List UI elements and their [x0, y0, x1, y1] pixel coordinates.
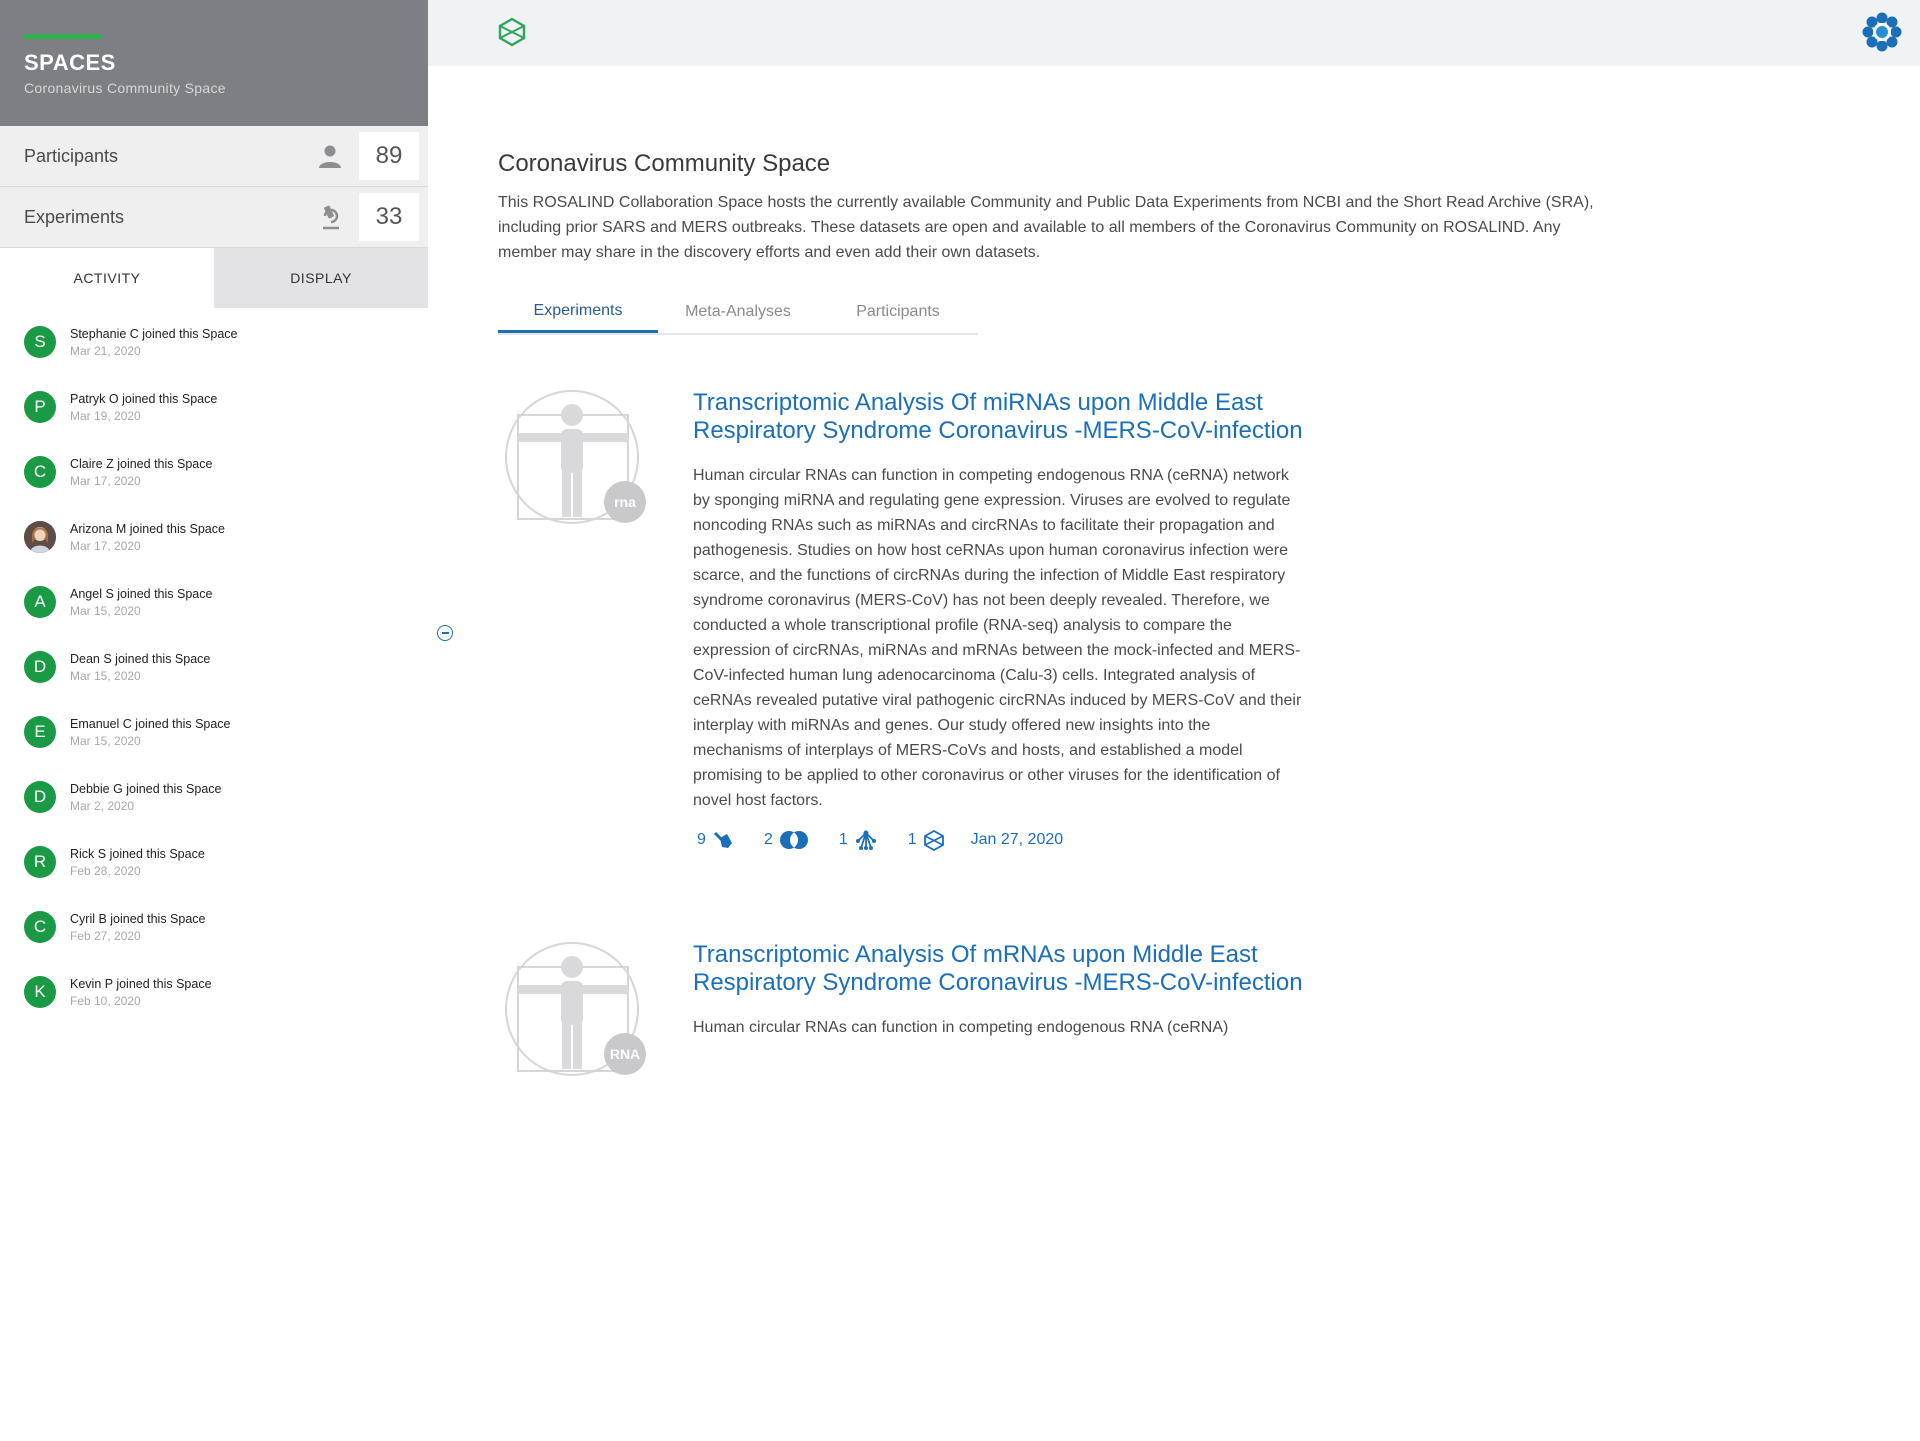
activity-message: Dean S joined this Space	[70, 652, 211, 666]
network-icon	[854, 829, 878, 851]
stat-label: Experiments	[24, 206, 125, 227]
activity-item[interactable]	[0, 903, 428, 968]
avatar[interactable]: A	[24, 586, 56, 618]
activity-item[interactable]	[0, 643, 428, 708]
main-content	[498, 66, 1898, 1441]
main-tabs	[498, 291, 978, 335]
activity-item[interactable]	[0, 383, 428, 448]
tab-experiments[interactable]: Experiments	[498, 291, 658, 333]
activity-text	[70, 846, 205, 879]
activity-message: Patryk O joined this Space	[70, 392, 218, 406]
activity-message: Claire Z joined this Space	[70, 457, 213, 471]
rosalind-logo-icon[interactable]	[496, 16, 528, 48]
experiment-type-badge: rna	[604, 481, 646, 523]
activity-date: Mar 15, 2020	[70, 669, 141, 683]
activity-item[interactable]	[0, 318, 428, 383]
activity-date: Mar 15, 2020	[70, 604, 141, 618]
activity-text	[70, 781, 221, 814]
activity-message: Angel S joined this Space	[70, 587, 213, 601]
pathways-count-value: 1	[838, 831, 848, 848]
activity-text	[70, 911, 205, 944]
activity-text	[70, 651, 210, 684]
activity-item[interactable]	[0, 513, 428, 578]
top-bar	[428, 0, 1920, 66]
activity-date: Mar 21, 2020	[70, 344, 141, 358]
person-icon	[315, 141, 345, 171]
header-accent-bar	[24, 34, 102, 39]
activity-item[interactable]	[0, 578, 428, 643]
experiment-body	[693, 941, 1303, 1040]
activity-list	[0, 308, 428, 1033]
experiment-description: Human circular RNAs can function in competing endogenous RNA (ceRNA)	[693, 1019, 1229, 1036]
datasets-count[interactable]	[904, 829, 945, 851]
avatar[interactable]: D	[24, 781, 56, 813]
dataset-cube-icon	[923, 829, 945, 851]
experiment-card	[498, 389, 1898, 889]
activity-message: Kevin P joined this Space	[70, 977, 212, 991]
activity-message: Debbie G joined this Space	[70, 782, 222, 796]
page-title: Coronavirus Community Space	[498, 150, 831, 177]
avatar[interactable]: R	[24, 846, 56, 878]
stat-value: 89	[359, 132, 419, 180]
stat-experiments[interactable]	[0, 187, 428, 248]
microscope-icon	[315, 202, 345, 232]
activity-item[interactable]	[0, 773, 428, 838]
activity-text	[70, 586, 212, 619]
activity-date: Mar 17, 2020	[70, 474, 141, 488]
activity-date: Feb 10, 2020	[70, 994, 141, 1008]
activity-date: Mar 17, 2020	[70, 539, 141, 553]
comparisons-count[interactable]	[760, 830, 809, 850]
experiment-title-link[interactable]: Transcriptomic Analysis Of mRNAs upon Middle East Respiratory Syndrome Coronavirus -MERS-CoV-infection	[693, 941, 1303, 996]
activity-text	[70, 521, 225, 554]
experiment-description: Human circular RNAs can function in competing endogenous RNA (ceRNA) network by sponging miRNA and regulating gene expression. Viruses are evolved to regulate noncoding RNAs such as miRNAs and circRNAs to facilitate their propagation and pathogenesis. Studies on how host ceRNAs upon human coronavirus infection were scarce, and the functions of circRNAs during the infection of Middle East respiratory syndrome coronavirus (MERS-CoV) has not been deeply revealed. Therefore, we conducted a whole transcriptional profile (RNA-seq) analysis to compare the expression of circRNAs, miRNAs and mRNAs between the mock-infected and MERS-CoV-infected human lung adenocarcinoma (Calu-3) cells. Integrated analysis of ceRNAs revealed putative viral pathogenic circRNAs induced by MERS-CoV and their interplay with miRNAs and genes. Our study offered new insights into the mechanisms of interplays of MERS-CoVs and hosts, and established a model promising to be applied to other coronavirus or other viruses for the identification of novel host factors.	[693, 467, 1302, 809]
activity-message: Arizona M joined this Space	[70, 522, 225, 536]
pathways-count[interactable]	[835, 829, 878, 851]
avatar[interactable]: S	[24, 326, 56, 358]
avatar[interactable]: C	[24, 456, 56, 488]
activity-date: Feb 27, 2020	[70, 929, 141, 943]
experiment-type-badge: RNA	[604, 1033, 646, 1075]
avatar[interactable]: P	[24, 391, 56, 423]
activity-message: Emanuel C joined this Space	[70, 717, 231, 731]
sidebar-header	[0, 0, 428, 126]
tab-meta-analyses[interactable]: Meta-Analyses	[685, 303, 791, 320]
sample-tube-icon	[712, 830, 734, 850]
activity-item[interactable]	[0, 448, 428, 513]
comparison-icon	[779, 830, 809, 850]
activity-date: Mar 15, 2020	[70, 734, 141, 748]
activity-message: Cyril B joined this Space	[70, 912, 206, 926]
activity-text	[70, 326, 237, 359]
sidebar-subtitle: Coronavirus Community Space	[24, 80, 226, 96]
sidebar-title: SPACES	[24, 50, 116, 75]
avatar[interactable]: C	[24, 911, 56, 943]
tab-display[interactable]: DISPLAY	[214, 248, 428, 308]
experiment-title-link[interactable]: Transcriptomic Analysis Of miRNAs upon Middle East Respiratory Syndrome Coronavirus -MERS-CoV-infection	[693, 389, 1303, 444]
user-menu-icon[interactable]	[1862, 12, 1902, 52]
samples-count[interactable]	[693, 830, 734, 850]
experiment-body	[693, 389, 1303, 851]
collapse-sidebar-button[interactable]	[437, 625, 453, 641]
activity-date: Feb 28, 2020	[70, 864, 141, 878]
tab-participants[interactable]: Participants	[856, 303, 940, 320]
activity-message: Rick S joined this Space	[70, 847, 205, 861]
activity-item[interactable]	[0, 968, 428, 1033]
activity-item[interactable]	[0, 838, 428, 903]
avatar[interactable]	[24, 521, 56, 553]
avatar[interactable]: K	[24, 976, 56, 1008]
activity-date: Mar 2, 2020	[70, 799, 135, 813]
activity-text	[70, 976, 212, 1009]
activity-text	[70, 716, 231, 749]
tab-activity[interactable]: ACTIVITY	[0, 248, 214, 308]
activity-item[interactable]	[0, 708, 428, 773]
stat-value: 33	[359, 193, 419, 241]
sidebar-tabs	[0, 248, 428, 308]
avatar[interactable]: D	[24, 651, 56, 683]
activity-message: Stephanie C joined this Space	[70, 327, 238, 341]
activity-text	[70, 456, 212, 489]
vitruvian-thumbnail-icon[interactable]	[504, 941, 640, 1077]
experiment-date: Jan 27, 2020	[970, 831, 1064, 848]
comparisons-count-value: 2	[763, 831, 773, 848]
experiment-meta	[693, 829, 1303, 851]
samples-count-value: 9	[697, 831, 706, 848]
stat-participants[interactable]	[0, 126, 428, 187]
datasets-count-value: 1	[907, 831, 917, 848]
page-description: This ROSALIND Collaboration Space hosts the currently available Community and Public Data Experiments from NCBI and the Short Read Archive (SRA), including prior SARS and MERS outbreaks. These datasets are open and available to all members of the Coronavirus Community on ROSALIND. Any member may share in the discovery efforts and even add their own datasets.	[498, 194, 1594, 261]
vitruvian-thumbnail-icon[interactable]	[504, 389, 640, 525]
activity-text	[70, 391, 217, 424]
sidebar	[0, 0, 428, 1080]
stat-label: Participants	[24, 145, 119, 166]
activity-date: Mar 19, 2020	[70, 409, 141, 423]
experiment-card	[498, 941, 1898, 1441]
avatar[interactable]: E	[24, 716, 56, 748]
